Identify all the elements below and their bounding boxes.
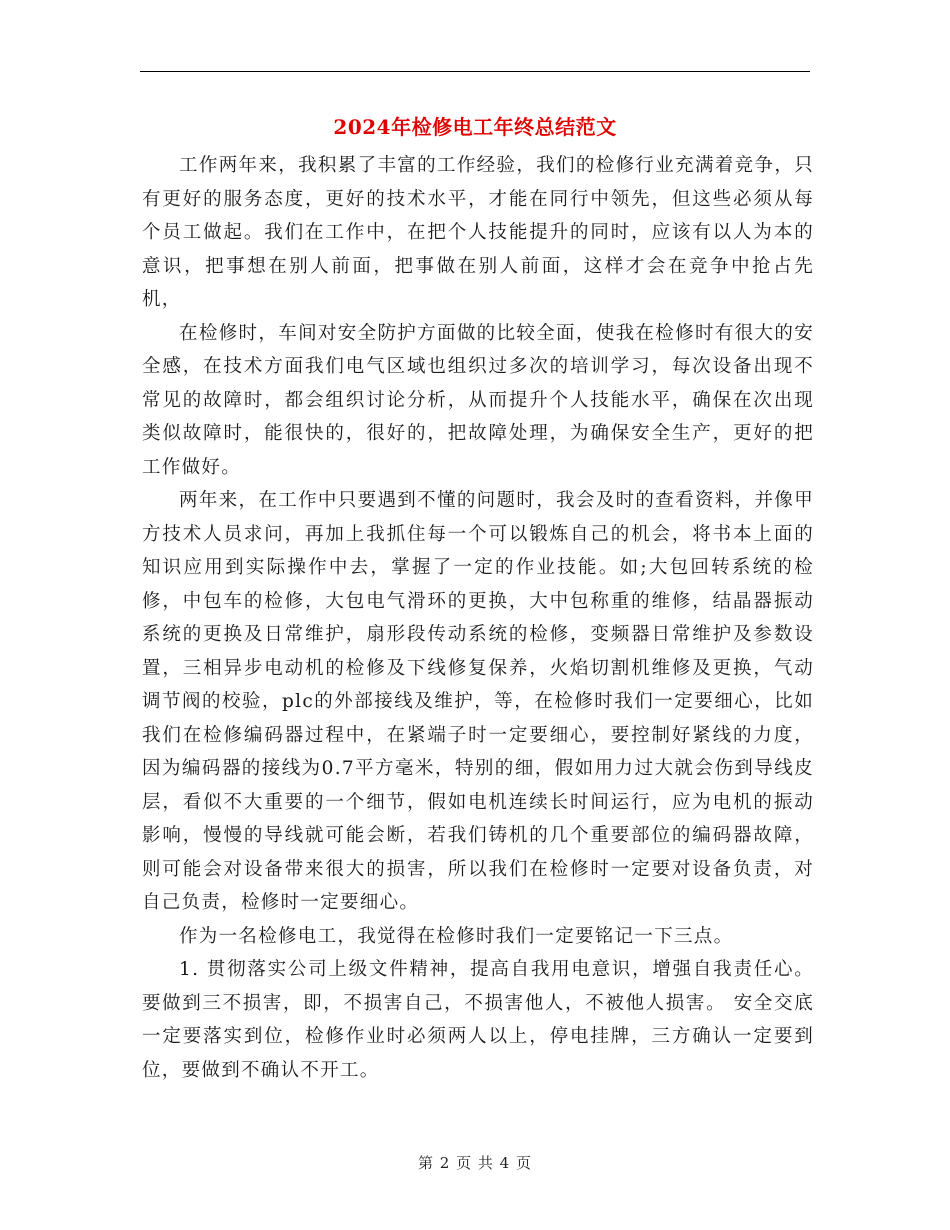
paragraph-4: 作为一名检修电工，我觉得在检修时我们一定要铭记一下三点。 (179, 925, 734, 947)
paragraph-5: 1. 贯彻落实公司上级文件精神，提高自我用电意识，增强自我责任心。 要做到三不损害，即，不损害自己，不损害他人，不被他人损害。 安全交底一定要落实到位，检修作业时必须两人以上，停电挂牌，三方确认一定要到位，要做到不确认不开工。 (142, 959, 814, 1081)
paragraph-3: 两年来，在工作中只要遇到不懂的问题时，我会及时的查看资料，并像甲方技术人员求问，再加上我抓住每一个可以锻炼自己的机会，将书本上面的知识应用到实际操作中去，掌握了一定的作业技能。如;大包回转系统的检修，中包车的检修，大包电气滑环的更换，大中包称重的维修，结晶器振动系统的更换及日常维护，扇形段传动系统的检修，变频器日常维护及参数设置，三相异步电动机的检修及下线修复保养，火焰切割机维修及更换，气动调节阀的校验，plc的外部接线及维护，等，在检修时我们一定要细心，比如我们在检修编码器过程中，在紧端子时一定要细心，要控制好紧线的力度，因为编码器的接线为0.7平方毫米，特别的细，假如用力过大就会伤到导线皮层，看似不大重要的一个细节，假如电机连续长时间运行，应为电机的振动影响，慢慢的导线就可能会断，若我们铸机的几个重要部位的编码器故障，则可能会对设备带来很大的损害，所以我们在检修时一定要对设备负责，对自己负责，检修时一定要细心。 (142, 490, 814, 913)
document-body (142, 149, 814, 1087)
header-rule (140, 71, 810, 72)
paragraph-1: 工作两年来，我积累了丰富的工作经验，我们的检修行业充满着竞争，只有更好的服务态度，更好的技术水平，才能在同行中领先，但这些必须从每个员工做起。我们在工作中，在把个人技能提升的同时，应该有以人为本的意识，把事想在别人前面，把事做在别人前面，这样才会在竞争中抢占先机， (142, 155, 814, 310)
document-title: 2024年检修电工年终总结范文 (333, 115, 617, 139)
page-number: 第 2 页 共 4 页 (418, 1154, 532, 1172)
paragraph-2: 在检修时，车间对安全防护方面做的比较全面，使我在检修时有很大的安全感，在技术方面我们电气区域也组织过多次的培训学习，每次设备出现不常见的故障时，都会组织讨论分析，从而提升个人技能水平，确保在次出现类似故障时，能很快的，很好的，把故障处理，为确保安全生产，更好的把工作做好。 (142, 322, 814, 478)
page-footer (0, 1152, 950, 1173)
